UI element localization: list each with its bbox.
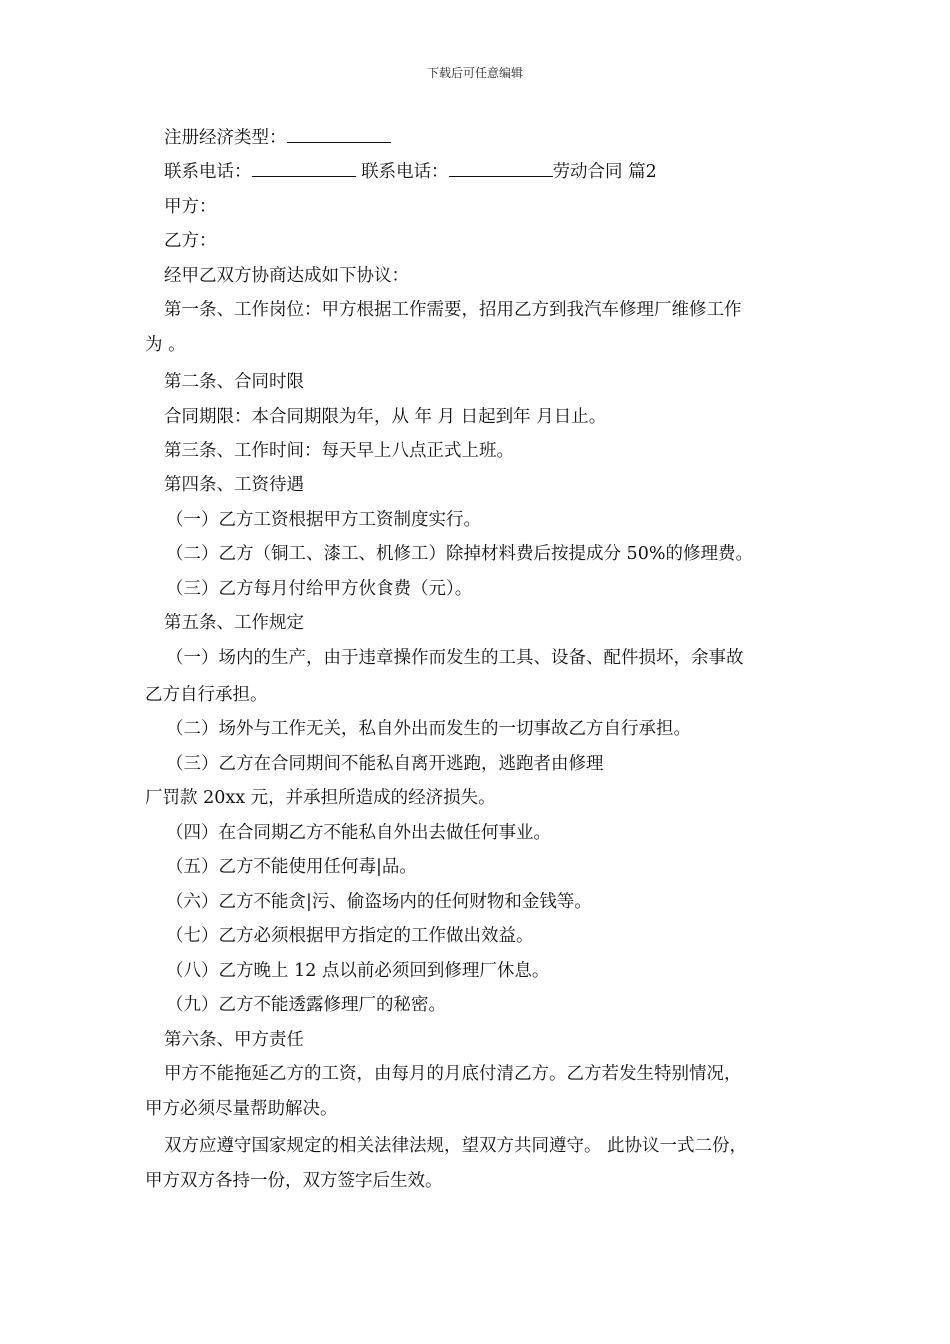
article-5-item-1-continued: 乙方自行承担。 — [145, 685, 268, 705]
article-5-item-9: （九）乙方不能透露修理厂的秘密。 — [166, 995, 446, 1015]
registered-economic-type-label: 注册经济类型： — [164, 128, 287, 148]
article-4-item-2: （二）乙方（铜工、漆工、机修工）除掉材料费后按提成分 50%的修理费。 — [166, 544, 753, 564]
registered-economic-type-line — [164, 126, 391, 150]
article-2-term: 合同期限：本合同期限为年，从 年 月 日起到年 月日止。 — [164, 407, 607, 427]
page-header-note: 下载后可任意编辑 — [426, 66, 523, 80]
article-4-item-1: （一）乙方工资根据甲方工资制度实行。 — [166, 510, 481, 530]
article-6-text-continued: 甲方必须尽量帮助解决。 — [145, 1099, 338, 1119]
article-1-text: 第一条、工作岗位：甲方根据工作需要，招用乙方到我汽车修理厂维修工作 — [164, 300, 742, 320]
article-5-item-1: （一）场内的生产，由于违章操作而发生的工具、设备、配件损坏，余事故 — [166, 648, 744, 668]
party-b-line: 乙方： — [164, 231, 217, 251]
closing-clause-continued: 甲方双方各持一份，双方签字后生效。 — [145, 1171, 443, 1191]
article-6-text: 甲方不能拖延乙方的工资，由每月的月底付清乙方。乙方若发生特别情况， — [164, 1064, 742, 1084]
contact-phone-label-1: 联系电话： — [164, 162, 252, 182]
article-1-continued: 为 。 — [145, 335, 186, 355]
contact-phone-line — [164, 160, 657, 184]
article-6-heading: 第六条、甲方责任 — [164, 1030, 304, 1050]
blank-field-phone-2 — [449, 160, 553, 177]
article-5-item-5: （五）乙方不能使用任何毒|品。 — [166, 857, 417, 877]
closing-clause: 双方应遵守国家规定的相关法律法规，望双方共同遵守。 此协议一式二份， — [164, 1136, 748, 1156]
article-5-item-2: （二）场外与工作无关，私自外出而发生的一切事故乙方自行承担。 — [166, 719, 691, 739]
party-a-line: 甲方： — [164, 197, 217, 217]
article-4-heading: 第四条、工资待遇 — [164, 475, 304, 495]
article-3-text: 第三条、工作时间：每天早上八点正式上班。 — [164, 441, 514, 461]
article-5-item-3-continued: 厂罚款 20xx 元，并承担所造成的经济损失。 — [145, 788, 496, 808]
article-4-item-3: （三）乙方每月付给甲方伙食费（元）。 — [166, 579, 473, 599]
article-5-item-4: （四）在合同期乙方不能私自外出去做任何事业。 — [166, 823, 551, 843]
agreement-intro: 经甲乙双方协商达成如下协议： — [164, 266, 409, 286]
blank-field-economic-type — [287, 126, 391, 143]
article-5-item-6: （六）乙方不能贪|污、偷盗场内的任何财物和金钱等。 — [166, 892, 592, 912]
article-5-item-8: （八）乙方晚上 12 点以前必须回到修理厂休息。 — [166, 961, 550, 981]
article-5-item-3: （三）乙方在合同期间不能私自离开逃跑，逃跑者由修理 — [166, 754, 604, 774]
contact-phone-label-2: 联系电话： — [355, 162, 449, 182]
article-2-heading: 第二条、合同时限 — [164, 372, 304, 392]
article-5-heading: 第五条、工作规定 — [164, 613, 304, 633]
section-title-labor-contract: 劳动合同 篇2 — [552, 162, 657, 182]
blank-field-phone-1 — [252, 160, 356, 177]
article-5-item-7: （七）乙方必须根据甲方指定的工作做出效益。 — [166, 926, 534, 946]
